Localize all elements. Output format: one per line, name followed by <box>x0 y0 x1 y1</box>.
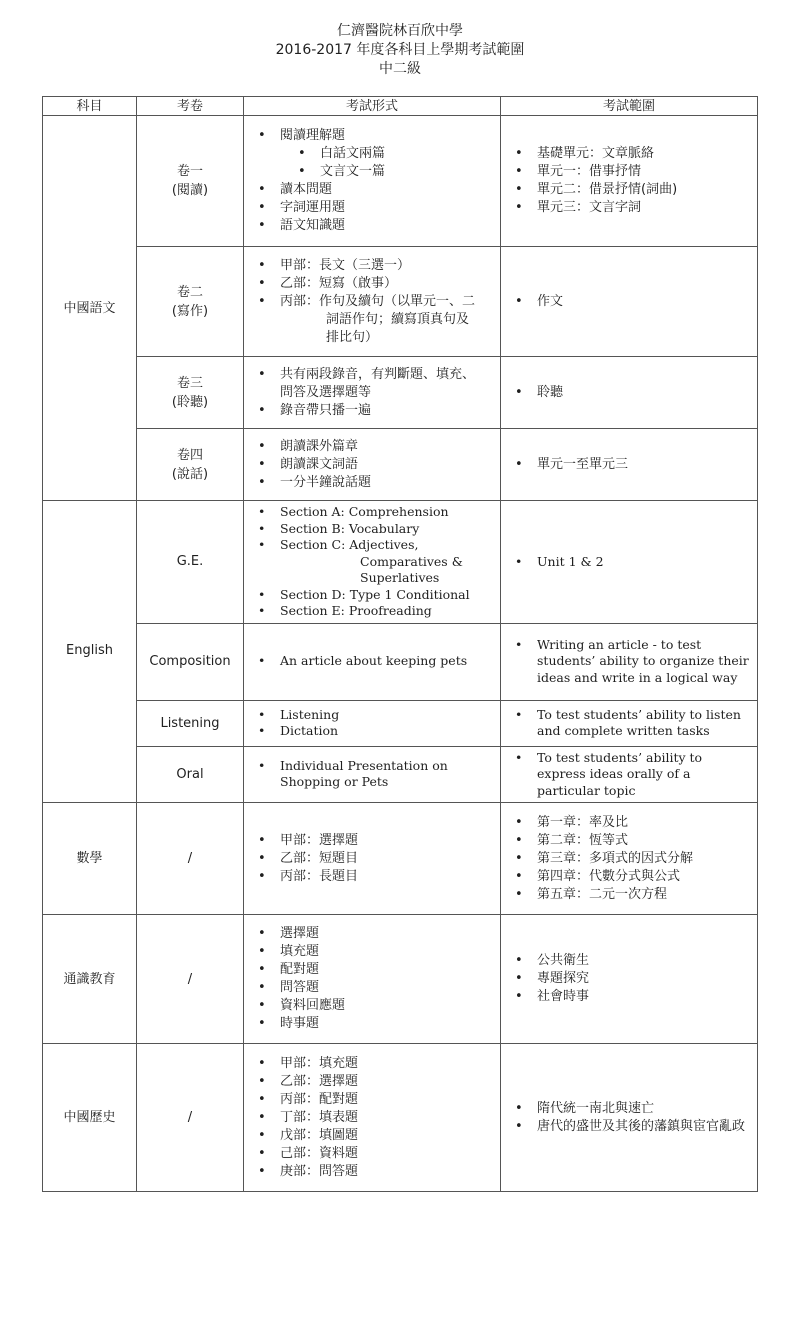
list-item: • 單元一至單元三 <box>507 456 753 474</box>
format-cell <box>244 116 501 247</box>
list-item: • 甲部：選擇題 <box>250 832 496 850</box>
paper-cell <box>137 357 244 429</box>
paper-subtitle: (說話) <box>171 466 209 482</box>
list-item: • 作文 <box>507 293 753 311</box>
exam-scope-table <box>42 96 758 1192</box>
list-item: • 丙部：配對題 <box>250 1091 496 1109</box>
list-item: • 己部：資料題 <box>250 1145 496 1163</box>
list-item: • Section E: Proofreading <box>250 603 496 620</box>
format-cell <box>244 357 501 429</box>
list-item: • 錄音帶只播一遍 <box>250 402 496 420</box>
list-item: • 單元三：文言字詞 <box>507 199 753 217</box>
list-item: • 一分半鐘說話題 <box>250 474 496 492</box>
paper-cell <box>137 116 244 247</box>
scope-cell <box>501 1044 758 1192</box>
format-cell <box>244 746 501 803</box>
subject-chinese: 中國語文 <box>43 116 137 501</box>
list-item: • 乙部：短寫（啟事） <box>250 275 496 293</box>
paper-subtitle: (寫作) <box>171 303 209 319</box>
list-item: • 資料回應題 <box>250 997 496 1015</box>
scope-cell <box>501 623 758 700</box>
list-item: • Section B: Vocabulary <box>250 521 496 538</box>
list-item: • 時事題 <box>250 1015 496 1033</box>
table-row <box>43 501 758 624</box>
table-header-row <box>43 97 758 116</box>
paper-name: / <box>137 915 244 1044</box>
list-item: • To test students’ ability to listen and complete written tasks <box>507 707 753 740</box>
list-item: • 朗讀課外篇章 <box>250 438 496 456</box>
subject-liberal-studies: 通識教育 <box>43 915 137 1044</box>
paper-name: Oral <box>137 746 244 803</box>
list-item: • 庚部：問答題 <box>250 1163 496 1181</box>
header-paper: 考卷 <box>137 97 244 116</box>
list-item: • Dictation <box>250 723 496 740</box>
list-item: • 配對題 <box>250 961 496 979</box>
subject-english: English <box>43 501 137 803</box>
table-row <box>43 429 758 501</box>
header-subject: 科目 <box>43 97 137 116</box>
paper-name: 卷一 <box>176 164 203 179</box>
list-item: • An article about keeping pets <box>250 653 496 670</box>
paper-name: / <box>137 803 244 915</box>
table-row <box>43 623 758 700</box>
document-header <box>0 22 800 79</box>
list-item: • 公共衛生 <box>507 952 753 970</box>
school-name: 仁濟醫院林百欣中學 <box>337 23 463 39</box>
format-cell <box>244 1044 501 1192</box>
list-item: • 填充題 <box>250 943 496 961</box>
list-item: • Unit 1 & 2 <box>507 554 753 571</box>
list-item: • Section D: Type 1 Conditional <box>250 587 496 604</box>
list-item: • 第四章：代數分式與公式 <box>507 868 753 886</box>
list-item: • 丙部：作句及續句（以單元一、二 詞語作句；續寫頂真句及 排比句） <box>250 293 496 347</box>
list-item: • Writing an article - to test students’ ability to organize their ideas and write in a logical way <box>507 637 753 687</box>
paper-subtitle: (聆聽) <box>171 394 209 410</box>
document-title: 2016-2017 年度各科目上學期考試範圍 <box>275 42 525 58</box>
list-item: • 乙部：選擇題 <box>250 1073 496 1091</box>
list-item: • 唐代的盛世及其後的藩鎮與宦官亂政 <box>507 1118 753 1136</box>
table-row <box>43 915 758 1044</box>
format-cell <box>244 623 501 700</box>
paper-name: Composition <box>137 623 244 700</box>
list-item: • 丁部：填表題 <box>250 1109 496 1127</box>
list-item: • 專題探究 <box>507 970 753 988</box>
list-item: • 聆聽 <box>507 384 753 402</box>
table-row <box>43 1044 758 1192</box>
scope-cell <box>501 746 758 803</box>
list-item: • Individual Presentation on Shopping or Pets <box>250 758 496 791</box>
list-item: • 第一章：率及比 <box>507 814 753 832</box>
list-item: • 第三章：多項式的因式分解 <box>507 850 753 868</box>
scope-cell <box>501 357 758 429</box>
list-item: • 丙部：長題目 <box>250 868 496 886</box>
format-cell <box>244 429 501 501</box>
list-item: • Listening <box>250 707 496 724</box>
list-item: • 甲部：長文（三選一） <box>250 257 496 275</box>
format-cell <box>244 915 501 1044</box>
list-item: • 朗讀課文詞語 <box>250 456 496 474</box>
table-row <box>43 116 758 247</box>
list-item: • 乙部：短題目 <box>250 850 496 868</box>
scope-cell <box>501 429 758 501</box>
list-item: • 問答題 <box>250 979 496 997</box>
list-item: • 選擇題 <box>250 925 496 943</box>
paper-cell <box>137 247 244 357</box>
list-item: • 社會時事 <box>507 988 753 1006</box>
table-row <box>43 803 758 915</box>
header-format: 考試形式 <box>244 97 501 116</box>
scope-cell <box>501 116 758 247</box>
paper-name: Listening <box>137 700 244 746</box>
list-item: • Section C: Adjectives, Comparatives & Superlatives <box>250 537 496 587</box>
format-cell <box>244 501 501 624</box>
list-item: • 語文知識題 <box>250 217 496 235</box>
paper-name: 卷三 <box>176 375 203 391</box>
list-item: • 共有兩段錄音，有判斷題、填充、 問答及選擇題等 <box>250 366 496 402</box>
table-row <box>43 247 758 357</box>
list-item: • 甲部：填充題 <box>250 1055 496 1073</box>
paper-name: / <box>137 1044 244 1192</box>
list-item: • 基礎單元：文章脈絡 <box>507 145 753 163</box>
table-row <box>43 746 758 803</box>
list-item: • 讀本問題 <box>250 181 496 199</box>
paper-name: G.E. <box>137 501 244 624</box>
list-item: • 文言文一篇 <box>290 163 496 181</box>
scope-cell <box>501 700 758 746</box>
subject-chinese-history: 中國歷史 <box>43 1044 137 1192</box>
form-level: 中二級 <box>379 61 421 77</box>
list-item: • To test students’ ability to express ideas orally of a particular topic <box>507 750 753 800</box>
scope-cell <box>501 803 758 915</box>
list-item: • 第五章：二元一次方程 <box>507 886 753 904</box>
paper-cell <box>137 429 244 501</box>
format-cell <box>244 247 501 357</box>
list-item: • 字詞運用題 <box>250 199 496 217</box>
subject-math: 數學 <box>43 803 137 915</box>
scope-cell <box>501 501 758 624</box>
header-scope: 考試範圍 <box>501 97 758 116</box>
list-item: • 隋代統一南北與速亡 <box>507 1100 753 1118</box>
table-row <box>43 357 758 429</box>
paper-name: 卷四 <box>176 447 203 463</box>
paper-name: 卷二 <box>176 284 203 300</box>
list-item: • 第二章：恆等式 <box>507 832 753 850</box>
list-item: • 戊部：填圖題 <box>250 1127 496 1145</box>
list-item: • 單元二：借景抒情(詞曲) <box>507 181 753 199</box>
list-item: • 單元一：借事抒情 <box>507 163 753 181</box>
scope-cell <box>501 915 758 1044</box>
format-cell <box>244 803 501 915</box>
table-row <box>43 700 758 746</box>
list-item: • 閱讀理解題 • 白話文兩篇 • 文言文一篇 <box>250 127 496 181</box>
format-cell <box>244 700 501 746</box>
paper-subtitle: (閱讀) <box>171 183 209 198</box>
list-item: • 白話文兩篇 <box>290 145 496 163</box>
scope-cell <box>501 247 758 357</box>
list-item: • Section A: Comprehension <box>250 504 496 521</box>
